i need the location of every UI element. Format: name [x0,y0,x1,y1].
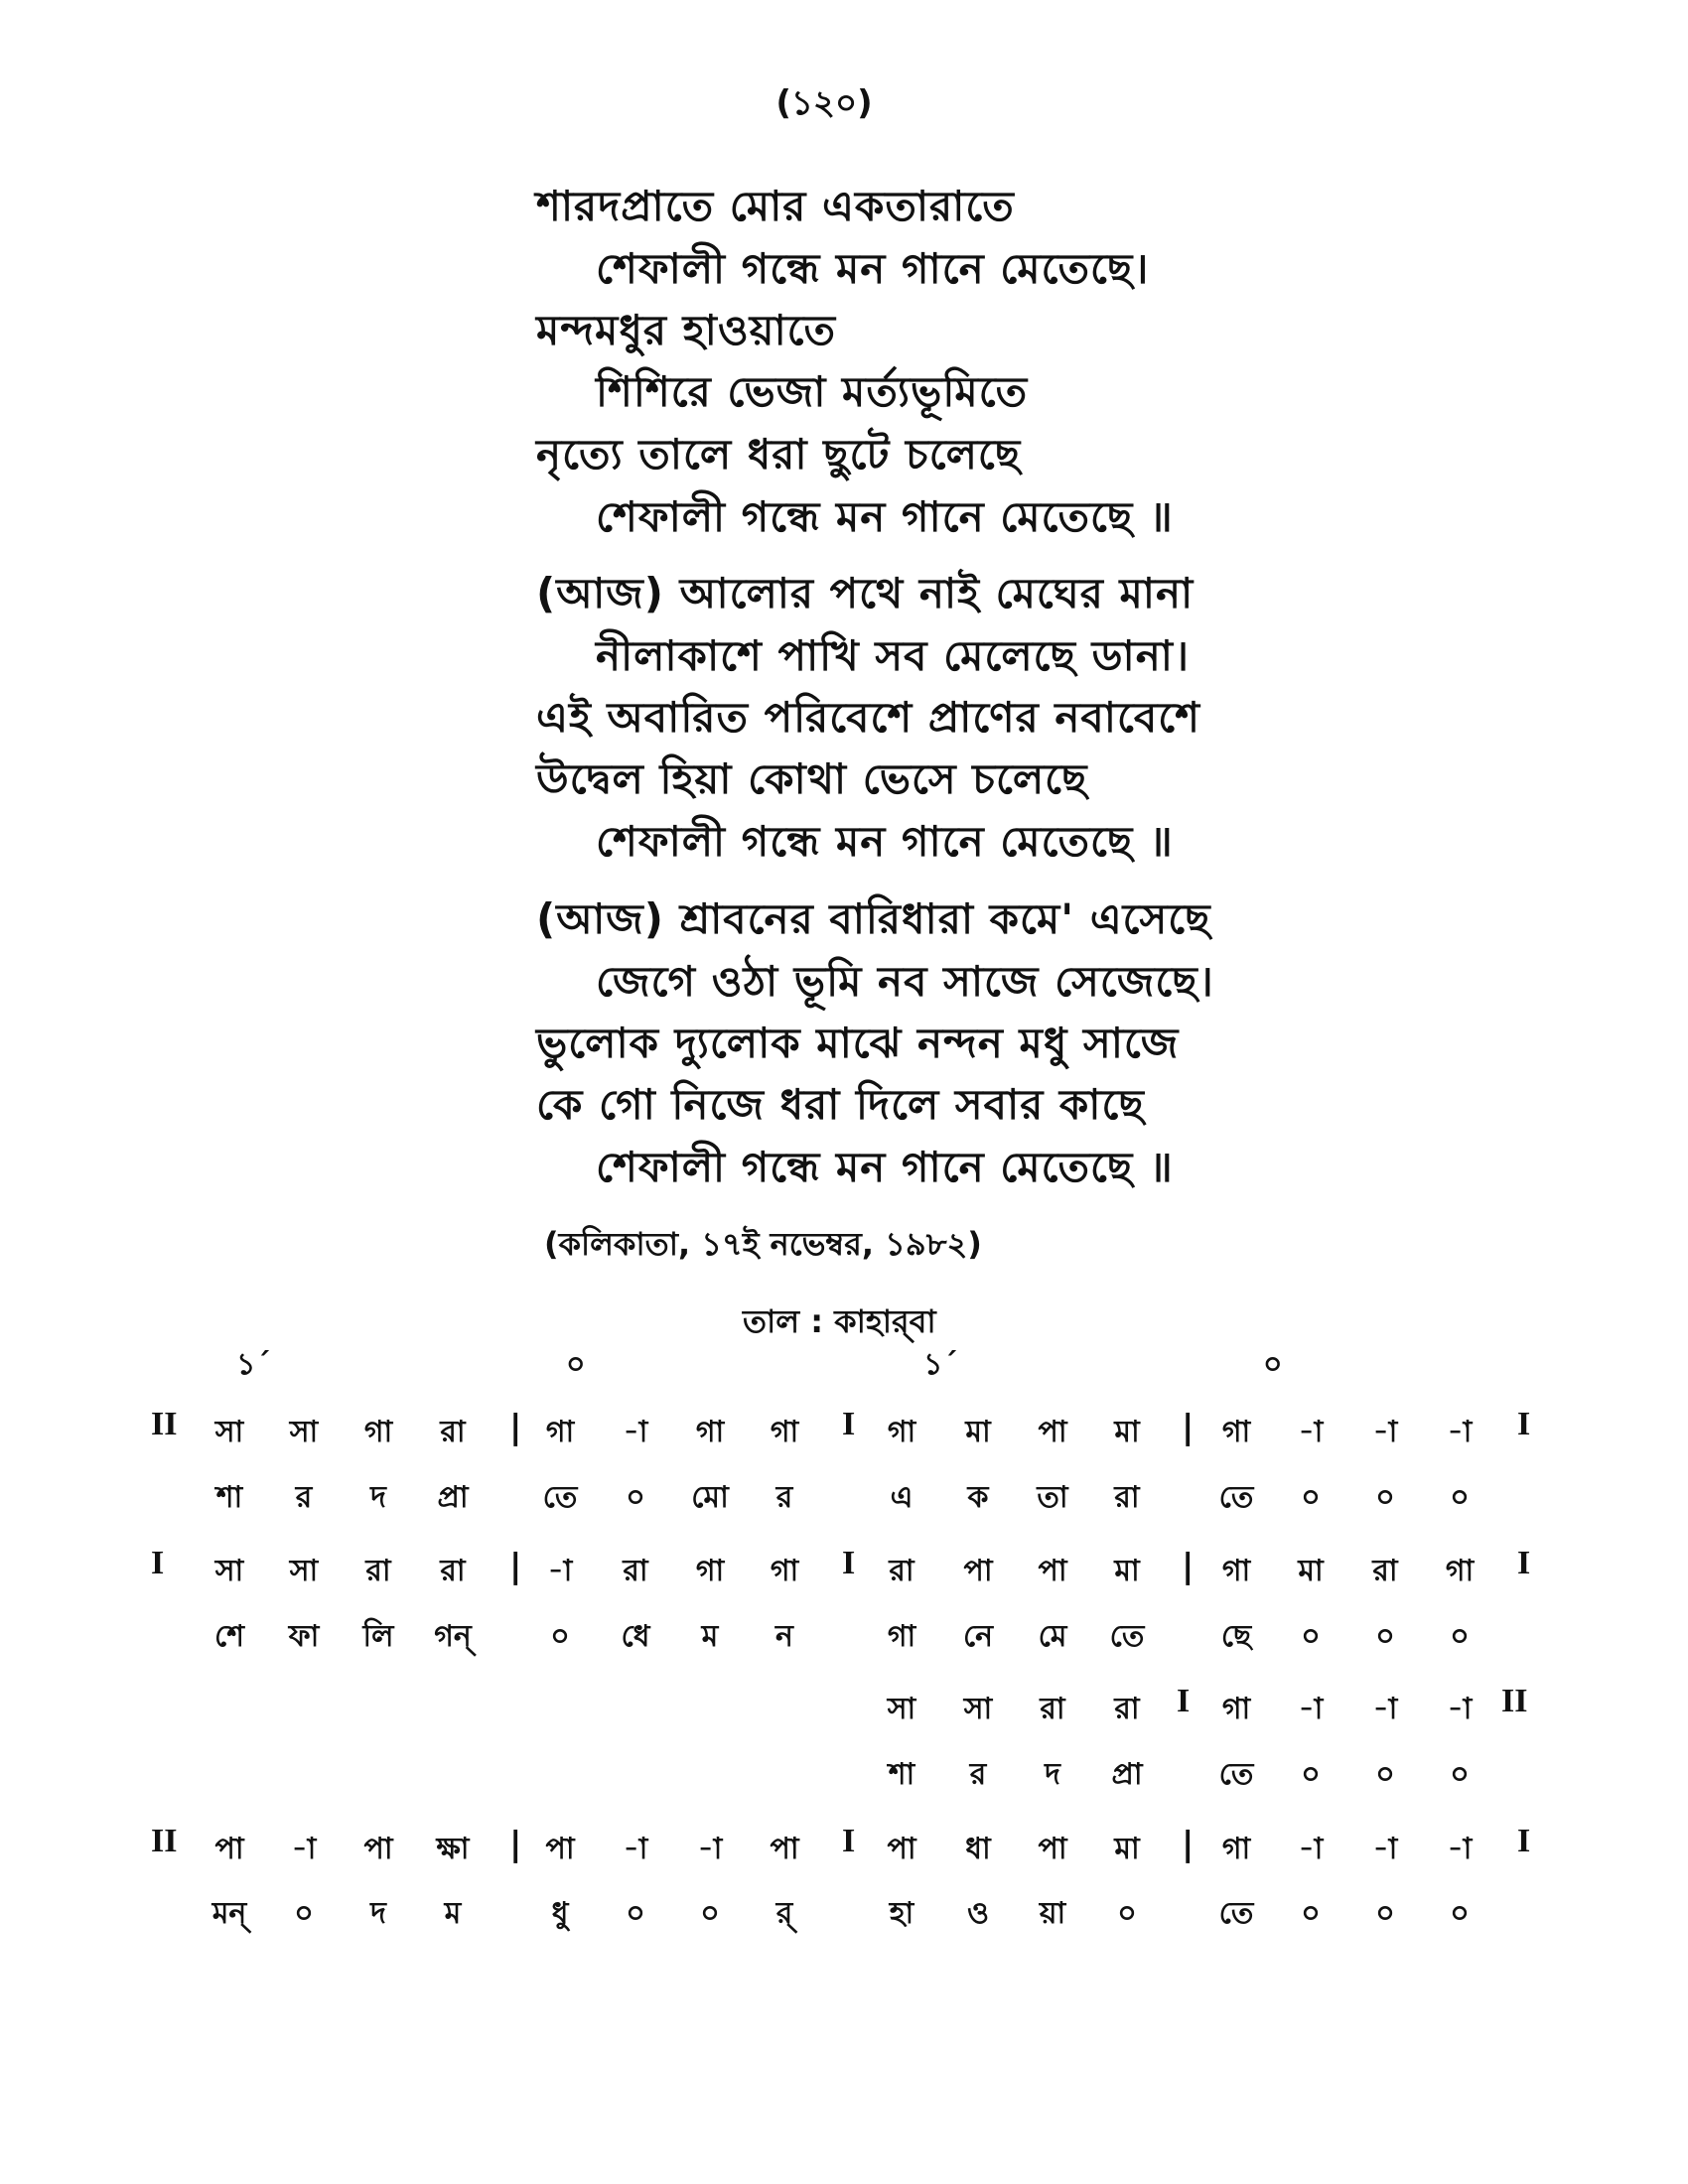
lyric-line: শিশিরে ভেজা মর্ত্যভূমিতে [596,367,1029,416]
syllable-cell: নে [962,1619,994,1654]
note-cell: -া [1372,1692,1398,1726]
beat-marker: ০ [566,1347,586,1382]
note-cell: -া [1298,1832,1324,1866]
syllable-cell: ০ [550,1619,570,1654]
syllable-cell: শা [215,1480,243,1515]
syllable-cell: মে [1038,1619,1067,1654]
lyric-line: এই অবারিত পরিবেশে প্রাণের নবাবেশে [536,693,1200,742]
syllable-cell: ০ [1450,1480,1470,1515]
page-number: (১২০) [775,83,873,123]
lyric-line: নীলাকাশে পাখি সব মেলেছে ডানা। [596,631,1190,680]
note-cell: রা [889,1554,914,1588]
syllable-cell: তা [1037,1480,1068,1515]
syllable-cell: র [775,1480,793,1515]
note-cell: সা [963,1692,993,1726]
syllable-cell: ধে [621,1619,650,1654]
double-barline: II [151,1406,178,1442]
note-cell: -া [291,1832,317,1866]
beat-marker: ১´ [923,1347,958,1382]
note-cell: গা [1221,1832,1251,1866]
note-cell: -া [1372,1415,1398,1449]
syllable-cell: ফা [288,1619,320,1654]
syllable-cell: ০ [294,1896,314,1931]
beat-marker: ০ [1263,1347,1283,1382]
syllable-cell: ০ [1375,1896,1395,1931]
syllable-cell: শা [888,1757,915,1792]
lyric-line: মন্দমধুর হাওয়াতে [536,306,837,354]
note-cell: সা [289,1415,319,1449]
bar-divider: | [1182,1825,1195,1864]
syllable-cell: ০ [1375,1480,1395,1515]
syllable-cell: গা [887,1619,916,1654]
syllable-cell: মো [691,1480,729,1515]
lyric-line: জেগে ওঠা ভূমি নব সাজে সেজেছে। [596,957,1214,1006]
note-cell: রা [365,1554,391,1588]
syllable-cell: য়া [1039,1896,1066,1931]
note-cell: মা [1114,1832,1140,1866]
syllable-cell: ধু [551,1896,569,1931]
syllable-cell: ম [701,1619,719,1654]
note-cell: রা [440,1554,466,1588]
note-cell: -া [1447,1415,1473,1449]
note-cell: রা [1372,1554,1398,1588]
syllable-cell: ছে [1220,1619,1252,1654]
single-barline: I [842,1823,856,1859]
syllable-cell: দ [370,1896,386,1931]
lyric-line: নৃত্যে তালে ধরা ছুটে চলেছে [536,430,1022,478]
note-cell: -া [1447,1832,1473,1866]
single-barline: I [842,1545,856,1581]
lyric-line: কে গো নিজে ধরা দিলে সবার কাছে [536,1080,1145,1129]
syllable-cell: র [969,1757,987,1792]
syllable-cell: লি [362,1619,394,1654]
syllable-cell: ও [966,1896,990,1931]
syllable-cell: তে [542,1480,578,1515]
note-cell: পা [1038,1415,1067,1449]
single-barline: I [1517,1545,1531,1581]
lyric-line: (আজ) শ্রাবনের বারিধারা কমে' এসেছে [536,894,1211,943]
note-cell: গা [545,1415,575,1449]
syllable-cell: ০ [1375,1619,1395,1654]
double-barline: II [151,1823,178,1859]
note-cell: পা [963,1554,993,1588]
syllable-cell: ন [775,1619,793,1654]
syllable-cell: ০ [700,1896,720,1931]
note-cell: -া [623,1415,648,1449]
syllable-cell: মন্‌ [211,1896,247,1931]
note-cell: পা [214,1832,244,1866]
note-cell: গা [363,1415,393,1449]
note-cell: ক্ষা [436,1832,470,1866]
single-barline: I [842,1406,856,1442]
note-cell: সা [214,1554,244,1588]
note-cell: মা [1114,1415,1140,1449]
beat-marker: ১´ [236,1347,271,1382]
bar-divider: | [509,1408,522,1447]
syllable-cell: ০ [1450,1619,1470,1654]
note-cell: গা [1221,1415,1251,1449]
note-cell: গা [770,1554,799,1588]
syllable-cell: ০ [626,1896,645,1931]
syllable-cell: এ [890,1480,914,1515]
note-cell: মা [965,1415,991,1449]
note-cell: পা [363,1832,393,1866]
note-cell: -া [1372,1832,1398,1866]
syllable-cell: তে [1218,1480,1254,1515]
note-cell: রা [1040,1692,1065,1726]
note-cell: গা [695,1554,725,1588]
single-barline: I [1177,1683,1191,1719]
lyric-line: শেফালী গন্ধে মন গানে মেতেছে। [596,244,1150,293]
syllable-cell: র্‌ [775,1896,793,1931]
note-cell: গা [1221,1554,1251,1588]
syllable-cell: ০ [1117,1896,1137,1931]
note-cell: গা [1221,1692,1251,1726]
lyric-line: শেফালী গন্ধে মন গানে মেতেছে ॥ [596,817,1174,866]
syllable-cell: ০ [1375,1757,1395,1792]
syllable-cell: ০ [1301,1619,1321,1654]
single-barline: I [1517,1823,1531,1859]
single-barline: I [151,1545,165,1581]
syllable-cell: র [295,1480,313,1515]
syllable-cell: তে [1109,1619,1145,1654]
note-cell: সা [887,1692,916,1726]
note-cell: -া [1447,1692,1473,1726]
note-cell: -া [547,1554,573,1588]
lyric-line: শেফালী গন্ধে মন গানে মেতেছে ॥ [596,1143,1174,1191]
bar-divider: | [1182,1408,1195,1447]
bar-divider: | [1182,1547,1195,1586]
note-cell: মা [1114,1554,1140,1588]
note-cell: রা [440,1415,466,1449]
note-cell: মা [1298,1554,1324,1588]
note-cell: সা [289,1554,319,1588]
note-cell: গা [887,1415,916,1449]
note-cell: পা [770,1832,799,1866]
lyric-line: (আজ) আলোর পথে নাই মেঘের মানা [536,569,1195,617]
bar-divider: | [509,1547,522,1586]
bar-divider: | [509,1825,522,1864]
single-barline: I [1517,1406,1531,1442]
syllable-cell: দ [370,1480,386,1515]
dateline: (কলিকাতা, ১৭ই নভেম্বর, ১৯৮২) [544,1225,982,1263]
note-cell: ধা [965,1832,991,1866]
lyric-line: শারদপ্রাতে মোর একতারাতে [536,182,1015,230]
note-cell: পা [887,1832,916,1866]
lyric-line: ভুলোক দ্যুলোক মাঝে নন্দন মধু সাজে [536,1019,1180,1067]
syllable-cell: ০ [1450,1896,1470,1931]
note-cell: রা [623,1554,648,1588]
note-cell: -া [697,1832,723,1866]
syllable-cell: দ [1045,1757,1060,1792]
syllable-cell: ০ [1301,1757,1321,1792]
syllable-cell: ০ [1301,1480,1321,1515]
lyric-line: শেফালী গন্ধে মন গানে মেতেছে ॥ [596,492,1174,541]
double-barline: II [1501,1683,1528,1719]
note-cell: গা [770,1415,799,1449]
syllable-cell: তে [1218,1896,1254,1931]
tal-label: তাল : কাহার্‌বা [743,1302,936,1340]
syllable-cell: গন্‌ [434,1619,472,1654]
syllable-cell: ম [444,1896,462,1931]
syllable-cell: শে [214,1619,244,1654]
note-cell: -া [1298,1692,1324,1726]
note-cell: পা [1038,1554,1067,1588]
lyric-line: উদ্বেল হিয়া কোথা ভেসে চলেছে [536,754,1088,803]
syllable-cell: রা [1114,1480,1140,1515]
syllable-cell: হা [889,1896,914,1931]
syllable-cell: ০ [626,1480,645,1515]
note-cell: -া [623,1832,648,1866]
note-cell: পা [1038,1832,1067,1866]
syllable-cell: ০ [1450,1757,1470,1792]
note-cell: -া [1298,1415,1324,1449]
syllable-cell: ০ [1301,1896,1321,1931]
syllable-cell: প্রা [1111,1757,1143,1792]
note-cell: সা [214,1415,244,1449]
note-cell: রা [1114,1692,1140,1726]
note-cell: গা [695,1415,725,1449]
note-cell: পা [545,1832,575,1866]
syllable-cell: তে [1218,1757,1254,1792]
note-cell: গা [1445,1554,1475,1588]
syllable-cell: প্রা [437,1480,469,1515]
syllable-cell: ক [967,1480,989,1515]
